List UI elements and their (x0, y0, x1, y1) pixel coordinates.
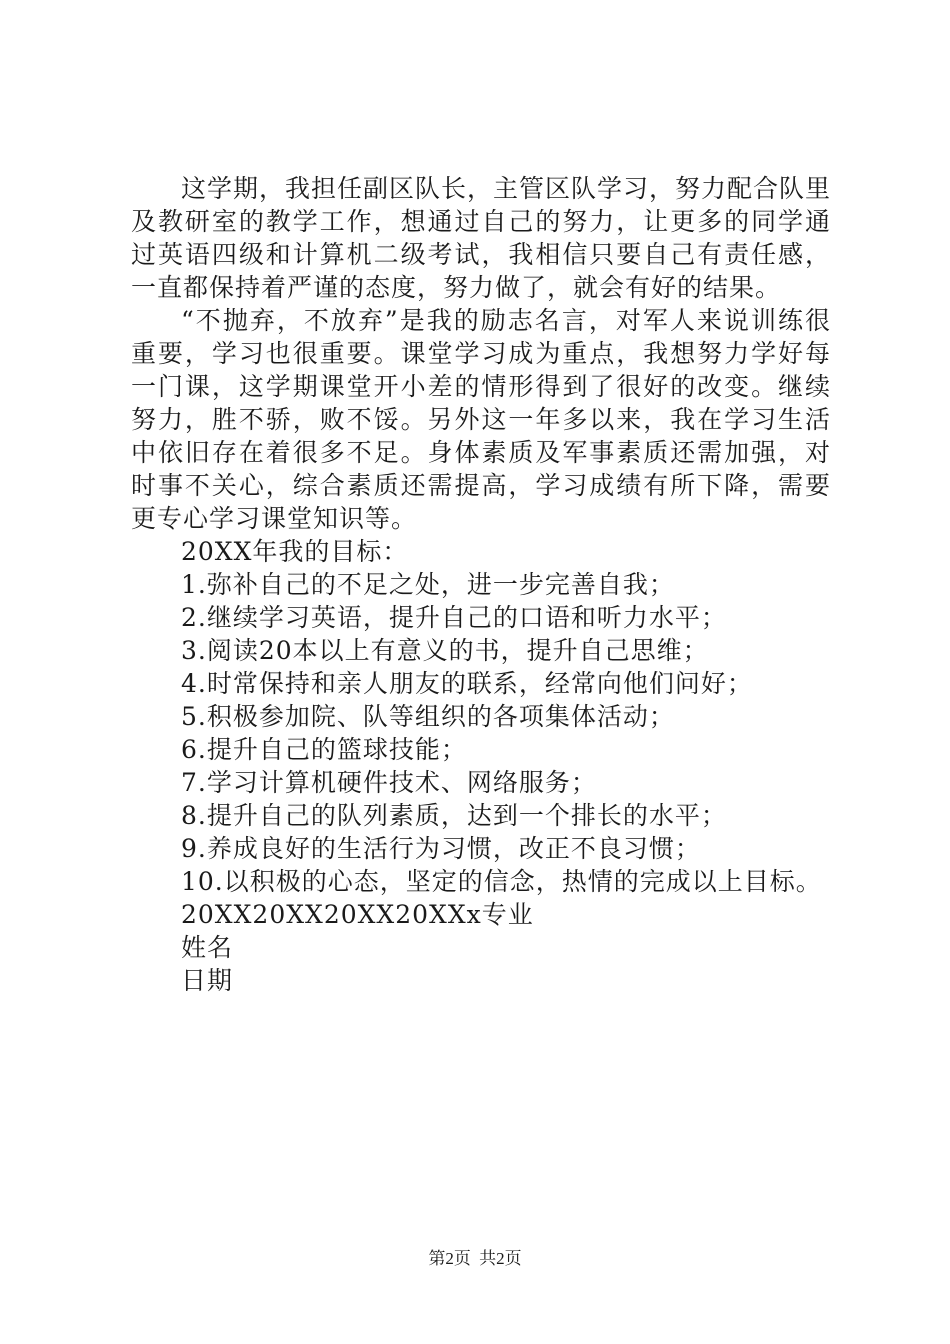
paragraph-work-duties: 这学期，我担任副区队长，主管区队学习，努力配合队里及教研室的教学工作，想通过自己的努力，让更多的同学通过英语四级和计算机二级考试，我相信只要自己有责任感，一直都保持着严谨的态度，努力做了，就会有好的结果。 (131, 174, 832, 302)
goal-item: 10.以积极的心态，坚定的信念，热情的完成以上目标。 (181, 867, 822, 896)
signature-name: 姓名 (181, 933, 234, 962)
signature-major: 20XX20XX20XX20XXx专业 (181, 900, 534, 929)
document-body (131, 172, 831, 997)
page-footer (0, 1244, 950, 1269)
goal-item: 3.阅读20本以上有意义的书，提升自己思维； (181, 636, 709, 665)
goal-item: 1.弥补自己的不足之处，进一步完善自我； (181, 570, 675, 599)
goal-item: 9.养成良好的生活行为习惯，改正不良习惯； (181, 834, 701, 863)
goal-item: 8.提升自己的队列素质，达到一个排长的水平； (181, 801, 727, 830)
goal-item: 7.学习计算机硬件技术、网络服务； (181, 768, 597, 797)
goal-item: 2.继续学习英语，提升自己的口语和听力水平； (181, 603, 727, 632)
goal-item: 4.时常保持和亲人朋友的联系，经常向他们问好； (181, 669, 753, 698)
goal-item: 5.积极参加院、队等组织的各项集体活动； (181, 702, 675, 731)
signature-date: 日期 (181, 966, 234, 995)
page-number: 第2页 (428, 1249, 471, 1268)
goals-heading: 20XX年我的目标： (181, 537, 409, 566)
goal-item: 6.提升自己的篮球技能； (181, 735, 467, 764)
paragraph-self-assessment: “不抛弃，不放弃”是我的励志名言，对军人来说训练很重要，学习也很重要。课堂学习成为重点，我想努力学好每一门课，这学期课堂开小差的情形得到了很好的改变。继续努力，胜不骄，败不馁。另外这一年多以来，我在学习生活中依旧存在着很多不足。身体素质及军事素质还需加强，对时事不关心，综合素质还需提高，学习成绩有所下降，需要更专心学习课堂知识等。 (131, 306, 831, 533)
page-total: 共2页 (479, 1249, 522, 1268)
